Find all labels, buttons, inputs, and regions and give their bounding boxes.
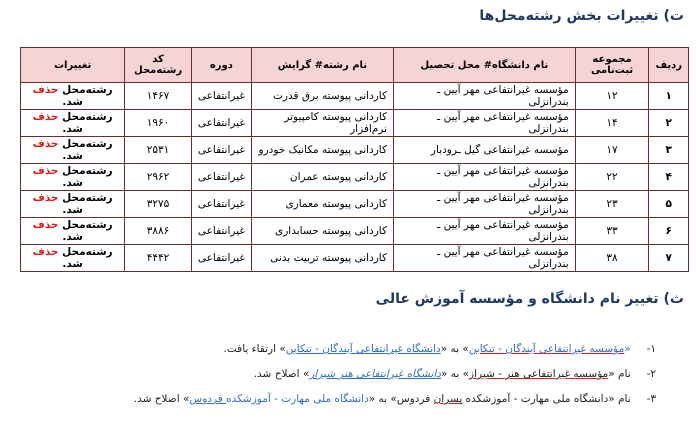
note-quote: « xyxy=(624,343,631,355)
term-cell: غیرانتفاعی xyxy=(191,191,251,218)
change-suffix: شد. xyxy=(62,258,83,270)
col-header-row-no: ردیف xyxy=(649,48,689,83)
university-cell: مؤسسه غیرانتفاعی مهر آیین ـ بندرانزلی xyxy=(394,218,576,245)
change-cell xyxy=(21,110,125,137)
table-header-row xyxy=(21,48,689,83)
change-suffix: شد. xyxy=(62,96,83,108)
change-cell xyxy=(21,83,125,110)
note-new-name: دانشگاه غیرانتفاعی هنر شیراز xyxy=(309,368,441,380)
table-row xyxy=(21,218,689,245)
university-cell: مؤسسه غیرانتفاعی مهر آیین ـ بندرانزلی xyxy=(394,245,576,272)
change-cell xyxy=(21,191,125,218)
note-old-name: مؤسسه غیرانتفاعی آیندگان - تنکابن xyxy=(468,343,625,355)
code-cell: ۱۹۶۰ xyxy=(125,110,192,137)
term-cell: غیرانتفاعی xyxy=(191,164,251,191)
note-number: ۲- xyxy=(646,368,656,380)
term-cell: غیرانتفاعی xyxy=(191,218,251,245)
field-cell: کاردانی پیوسته عمران xyxy=(251,164,393,191)
note-suffix: » اصلاح شد. xyxy=(133,393,190,405)
table-row xyxy=(21,191,689,218)
group-cell: ۳۳ xyxy=(575,218,649,245)
change-prefix: رشته‌محل xyxy=(62,84,113,96)
note-item xyxy=(16,387,656,412)
field-cell: کاردانی پیوسته حسابداری xyxy=(251,218,393,245)
university-cell: مؤسسه غیرانتفاعی مهر آیین ـ بندرانزلی xyxy=(394,83,576,110)
note-new-name-a: دانشگاه ملی مهارت - آموزشکده xyxy=(226,393,369,405)
note-item xyxy=(16,362,656,387)
row-number-cell: ۴ xyxy=(649,164,689,191)
change-cell xyxy=(21,245,125,272)
col-header-changes: تغییرات xyxy=(21,48,125,83)
group-cell: ۱۲ xyxy=(575,83,649,110)
code-cell: ۲۵۳۱ xyxy=(125,137,192,164)
note-old-name-a: دانشگاه ملی مهارت - آموزشکده xyxy=(462,393,609,405)
row-number-cell: ۱ xyxy=(649,83,689,110)
col-header-term: دوره xyxy=(191,48,251,83)
field-cell: کاردانی پیوسته تربیت بدنی xyxy=(251,245,393,272)
note-connector: » به « xyxy=(368,393,397,405)
change-prefix: رشته‌محل xyxy=(62,165,113,177)
code-cell: ۲۹۶۲ xyxy=(125,164,192,191)
change-prefix: رشته‌محل xyxy=(62,246,113,258)
code-cell: ۱۴۶۷ xyxy=(125,83,192,110)
section-title-name-changes: ث) تغییر نام دانشگاه و مؤسسه آموزش عالی xyxy=(375,291,684,307)
table-row xyxy=(21,137,689,164)
row-number-cell: ۳ xyxy=(649,137,689,164)
change-cell xyxy=(21,218,125,245)
note-new-name-b: فردوس xyxy=(189,393,227,405)
note-item xyxy=(16,337,656,362)
note-prefix: نام « xyxy=(608,393,631,405)
table-row xyxy=(21,245,689,272)
note-connector: » به « xyxy=(440,368,470,380)
code-cell: ۳۸۸۶ xyxy=(125,218,192,245)
change-suffix: شد. xyxy=(62,204,83,216)
row-number-cell: ۷ xyxy=(649,245,689,272)
change-cell xyxy=(21,137,125,164)
change-delete-word: حذف xyxy=(32,111,59,123)
table-row xyxy=(21,83,689,110)
change-delete-word: حذف xyxy=(32,165,59,177)
note-connector: » به « xyxy=(440,343,469,355)
code-cell: ۴۴۴۲ xyxy=(125,245,192,272)
change-delete-word: حذف xyxy=(32,246,59,258)
change-suffix: شد. xyxy=(62,123,83,135)
change-suffix: شد. xyxy=(62,231,83,243)
university-cell: مؤسسه غیرانتفاعی گیل ـرودبار xyxy=(394,137,576,164)
term-cell: غیرانتفاعی xyxy=(191,245,251,272)
note-old-name-b: پسران xyxy=(433,393,463,405)
row-number-cell: ۵ xyxy=(649,191,689,218)
table-row xyxy=(21,164,689,191)
note-suffix: » اصلاح شد. xyxy=(253,368,310,380)
university-cell: مؤسسه غیرانتفاعی مهر آیین ـ بندرانزلی xyxy=(394,110,576,137)
change-cell xyxy=(21,164,125,191)
change-delete-word: حذف xyxy=(32,192,59,204)
group-cell: ۲۳ xyxy=(575,191,649,218)
note-number: ۱- xyxy=(646,343,656,355)
note-prefix: نام « xyxy=(608,368,631,380)
change-prefix: رشته‌محل xyxy=(62,138,113,150)
code-cell: ۳۲۷۵ xyxy=(125,191,192,218)
group-cell: ۲۲ xyxy=(575,164,649,191)
col-header-group: مجموعه ثبت‌نامی xyxy=(575,48,649,83)
university-cell: مؤسسه غیرانتفاعی مهر آیین ـ بندرانزلی xyxy=(394,191,576,218)
change-suffix: شد. xyxy=(62,150,83,162)
section-title-changes: ت) تغییرات بخش رشته‌محل‌ها xyxy=(479,8,684,24)
row-number-cell: ۶ xyxy=(649,218,689,245)
note-new-name: دانشگاه غیرانتفاعی آیندگان - تنکابن xyxy=(285,343,441,355)
field-cell: کاردانی پیوسته مکانیک خودرو xyxy=(251,137,393,164)
changes-table xyxy=(20,47,689,272)
note-number: ۳- xyxy=(646,393,656,405)
note-old-name: مؤسسه غیرانتفاعی هنر - شیراز xyxy=(469,368,609,380)
change-prefix: رشته‌محل xyxy=(62,111,113,123)
col-header-field: نام رشته# گرایش xyxy=(251,48,393,83)
change-suffix: شد. xyxy=(62,177,83,189)
term-cell: غیرانتفاعی xyxy=(191,110,251,137)
col-header-university: نام دانشگاه# محل تحصیل xyxy=(394,48,576,83)
change-prefix: رشته‌محل xyxy=(62,192,113,204)
change-prefix: رشته‌محل xyxy=(62,219,113,231)
change-delete-word: حذف xyxy=(32,84,59,96)
name-change-notes xyxy=(16,337,656,412)
group-cell: ۱۷ xyxy=(575,137,649,164)
university-cell: مؤسسه غیرانتفاعی مهر آیین ـ بندرانزلی xyxy=(394,164,576,191)
field-cell: کاردانی پیوسته برق قدرت xyxy=(251,83,393,110)
change-delete-word: حذف xyxy=(32,219,59,231)
change-delete-word: حذف xyxy=(32,138,59,150)
group-cell: ۱۴ xyxy=(575,110,649,137)
term-cell: غیرانتفاعی xyxy=(191,83,251,110)
field-cell: کاردانی پیوسته معماری xyxy=(251,191,393,218)
col-header-code: کد رشته‌محل xyxy=(125,48,192,83)
note-old-name-c: فردوس xyxy=(396,393,434,405)
note-suffix: » ارتقاء یافت. xyxy=(223,343,286,355)
group-cell: ۳۸ xyxy=(575,245,649,272)
table-row xyxy=(21,110,689,137)
row-number-cell: ۲ xyxy=(649,110,689,137)
field-cell: کاردانی پیوسته کامپیوتر نرم‌افزار xyxy=(251,110,393,137)
term-cell: غیرانتفاعی xyxy=(191,137,251,164)
